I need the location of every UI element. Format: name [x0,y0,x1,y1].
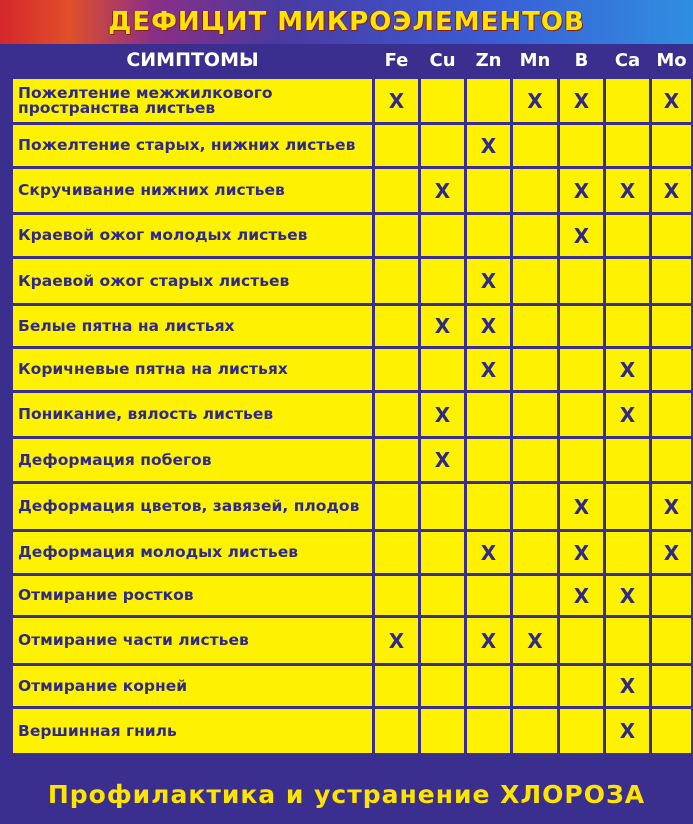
table-row [12,531,693,575]
deficiency-cell [466,214,512,258]
table-row [12,214,693,258]
deficiency-cell [605,258,651,305]
deficiency-cell [651,438,693,483]
deficiency-mark: X [527,88,543,113]
symptom-label: Краевой ожог старых листьев [12,258,374,305]
deficiency-cell [651,124,693,168]
deficiency-cell [512,305,559,348]
deficiency-cell [605,438,651,483]
deficiency-cell [605,78,651,124]
deficiency-cell [512,708,559,755]
footer-banner [0,765,693,824]
table-row [12,392,693,438]
deficiency-cell [605,124,651,168]
deficiency-mark: X [573,494,590,519]
table-row [12,258,693,305]
deficiency-cell [420,78,466,124]
symptom-label: Пожелтение старых, нижних листьев [12,124,374,168]
deficiency-cell [559,305,605,348]
deficiency-cell [374,708,420,755]
deficiency-cell [559,708,605,755]
table-row [12,78,693,124]
deficiency-cell [420,305,466,348]
deficiency-cell [559,168,605,214]
deficiency-cell [374,214,420,258]
deficiency-cell [559,214,605,258]
deficiency-cell [374,348,420,392]
deficiency-cell [651,348,693,392]
deficiency-cell [374,617,420,665]
deficiency-cell [374,124,420,168]
deficiency-cell [374,168,420,214]
deficiency-mark: X [434,314,451,338]
deficiency-cell [559,617,605,665]
deficiency-cell [420,438,466,483]
deficiency-cell [466,617,512,665]
deficiency-cell [512,617,559,665]
deficiency-mark: X [619,402,636,427]
table-row [12,348,693,392]
deficiency-mark: X [573,178,590,203]
symptom-label: Поникание, вялость листьев [12,392,374,438]
deficiency-cell [651,531,693,575]
header-row [12,44,693,78]
deficiency-cell [651,483,693,531]
deficiency-cell [512,168,559,214]
deficiency-cell [420,124,466,168]
deficiency-cell [420,348,466,392]
deficiency-cell [559,575,605,617]
symptom-label: Скручивание нижних листьев [12,168,374,214]
deficiency-cell [651,78,693,124]
deficiency-mark: X [619,719,636,743]
table-row [12,124,693,168]
deficiency-cell [605,305,651,348]
deficiency-cell [512,531,559,575]
deficiency-cell [420,575,466,617]
deficiency-cell [466,168,512,214]
deficiency-cell [466,348,512,392]
deficiency-mark: X [573,540,590,565]
deficiency-cell [512,78,559,124]
symptom-label: Отмирание части листьев [12,617,374,665]
table-row [12,665,693,708]
table-row [12,483,693,531]
deficiency-mark: X [573,223,590,248]
deficiency-cell [374,483,420,531]
table-row [12,575,693,617]
deficiency-cell [651,665,693,708]
deficiency-cell [559,348,605,392]
deficiency-cell [512,665,559,708]
deficiency-cell [605,575,651,617]
deficiency-cell [420,665,466,708]
deficiency-mark: X [663,494,680,519]
table-row [12,617,693,665]
deficiency-cell [420,214,466,258]
deficiency-mark: X [619,178,636,203]
deficiency-mark: X [434,402,451,427]
table-row [12,708,693,755]
deficiency-mark: X [480,133,497,158]
deficiency-mark: X [480,314,497,338]
symptom-label: Пожелтение межжилкового пространства листьев [12,78,374,124]
symptom-label: Краевой ожог молодых листьев [12,214,374,258]
deficiency-cell [651,708,693,755]
deficiency-cell [605,617,651,665]
element-header: Fe [384,49,409,71]
deficiency-cell [466,124,512,168]
element-header: B [574,49,589,71]
deficiency-cell [512,258,559,305]
deficiency-cell [466,665,512,708]
deficiency-cell [466,392,512,438]
deficiency-cell [420,258,466,305]
element-header: Mn [519,49,551,71]
deficiency-cell [559,438,605,483]
deficiency-cell [559,392,605,438]
deficiency-cell [374,665,420,708]
deficiency-cell [559,531,605,575]
deficiency-cell [466,258,512,305]
deficiency-cell [512,392,559,438]
symptom-label: Вершинная гниль [12,708,374,755]
deficiency-mark: X [388,628,405,653]
deficiency-cell [605,665,651,708]
deficiency-mark: X [619,674,636,698]
deficiency-cell [651,575,693,617]
deficiency-mark: X [434,178,451,203]
deficiency-cell [559,665,605,708]
symptom-label: Коричневые пятна на листьях [12,348,374,392]
symptom-label: Деформация побегов [12,438,374,483]
deficiency-cell [466,483,512,531]
deficiency-cell [605,168,651,214]
deficiency-cell [605,214,651,258]
deficiency-mark: X [480,540,497,565]
deficiency-mark: X [573,583,590,608]
deficiency-cell [466,438,512,483]
table-row [12,168,693,214]
deficiency-cell [466,78,512,124]
deficiency-cell [605,531,651,575]
deficiency-mark: X [663,540,680,565]
deficiency-mark: X [388,88,405,113]
deficiency-mark: X [527,628,543,653]
deficiency-cell [374,258,420,305]
deficiency-cell [374,575,420,617]
deficiency-cell [374,531,420,575]
deficiency-cell [420,392,466,438]
element-header: Ca [614,49,641,71]
deficiency-mark: X [480,357,497,382]
deficiency-cell [651,168,693,214]
deficiency-cell [420,531,466,575]
element-header: Mo [656,49,687,71]
element-header: Cu [429,49,456,71]
deficiency-cell [559,258,605,305]
deficiency-cell [605,392,651,438]
table-row [12,438,693,483]
deficiency-mark: X [480,628,497,653]
deficiency-cell [374,392,420,438]
deficiency-cell [374,78,420,124]
title-banner [0,0,693,44]
page-title: ДЕФИЦИТ МИКРОЭЛЕМЕНТОВ [108,7,585,37]
deficiency-mark: X [434,448,451,472]
deficiency-cell [374,438,420,483]
deficiency-cell [374,305,420,348]
deficiency-cell [651,305,693,348]
symptom-label: Отмирание корней [12,665,374,708]
symptom-label: Деформация цветов, завязей, плодов [12,483,374,531]
element-header: Zn [475,49,502,71]
deficiency-cell [651,214,693,258]
deficiency-cell [651,258,693,305]
deficiency-cell [420,708,466,755]
deficiency-cell [512,348,559,392]
deficiency-cell [420,617,466,665]
deficiency-cell [651,617,693,665]
deficiency-mark: X [573,88,590,113]
deficiency-mark: X [480,269,497,293]
deficiency-cell [420,168,466,214]
deficiency-cell [605,348,651,392]
deficiency-cell [512,124,559,168]
table-row [12,305,693,348]
deficiency-mark: X [619,583,636,608]
deficiency-cell [466,531,512,575]
deficiency-cell [420,483,466,531]
deficiency-cell [559,124,605,168]
symptom-label: Отмирание ростков [12,575,374,617]
footer-text: Профилактика и устранение ХЛОРОЗА [47,780,646,809]
deficiency-table [10,44,693,756]
deficiency-mark: X [619,357,636,382]
deficiency-cell [559,483,605,531]
deficiency-cell [512,214,559,258]
deficiency-cell [605,708,651,755]
deficiency-cell [512,575,559,617]
symptom-label: Белые пятна на листьях [12,305,374,348]
symptoms-header: СИМПТОМЫ [126,49,259,71]
deficiency-cell [466,575,512,617]
deficiency-cell [605,483,651,531]
deficiency-cell [512,483,559,531]
deficiency-cell [559,78,605,124]
deficiency-mark: X [663,178,680,203]
deficiency-mark: X [663,88,680,113]
deficiency-cell [512,438,559,483]
symptom-label: Деформация молодых листьев [12,531,374,575]
deficiency-cell [651,392,693,438]
deficiency-cell [466,305,512,348]
deficiency-cell [466,708,512,755]
